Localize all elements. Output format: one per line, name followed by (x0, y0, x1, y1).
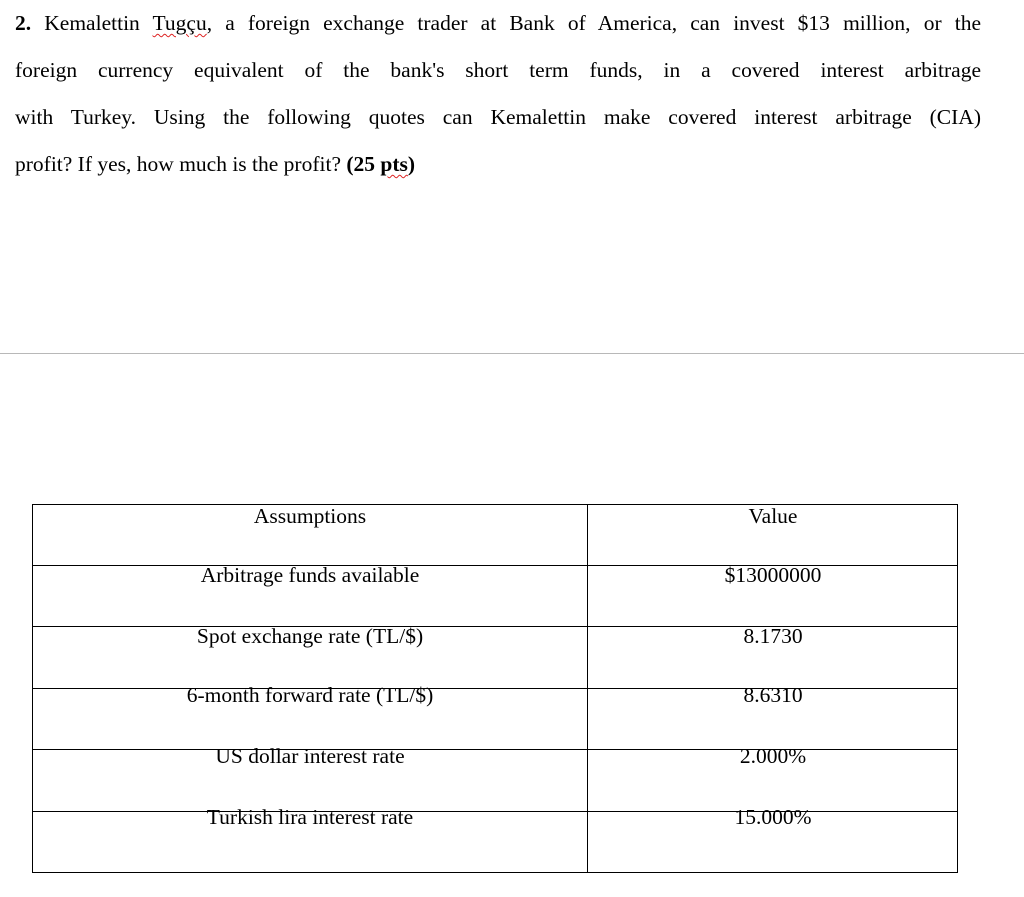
row-value-arbitrage-funds: $13000000 (724, 563, 822, 587)
header-value: Value (748, 504, 798, 528)
question-line-3: with Turkey. Using the following quotes can Kemalettin make covered interest arbitrage (CIA) (15, 105, 981, 129)
row-label-spot-rate: Spot exchange rate (TL/$) (196, 624, 424, 648)
points-open: (25 (346, 152, 376, 176)
points-label (346, 152, 415, 176)
row-value-spot-rate: 8.1730 (743, 624, 803, 648)
question-prompt: profit? If yes, how much is the profit? (15, 152, 341, 176)
row-label-us-interest: US dollar interest rate (215, 744, 405, 768)
row-value-forward-rate: 8.6310 (743, 683, 803, 707)
header-assumptions: Assumptions (253, 504, 367, 528)
spellcheck-flagged-pts[interactable]: pts (380, 152, 408, 176)
row-label-arbitrage-funds: Arbitrage funds available (200, 563, 420, 587)
spellcheck-flagged-name[interactable]: Tugçu (152, 11, 207, 35)
row-value-tl-interest: 15.000% (734, 805, 812, 829)
points-close: ) (407, 152, 416, 176)
row-label-forward-rate: 6-month forward rate (TL/$) (186, 683, 434, 707)
question-line-1 (15, 0, 981, 47)
question-line-2: foreign currency equivalent of the bank's short term funds, in a covered interest arbitrage (15, 58, 981, 82)
row-label-tl-interest: Turkish lira interest rate (206, 805, 414, 829)
question-text-start: Kemalettin (44, 11, 140, 35)
question-text (15, 0, 981, 188)
row-value-us-interest: 2.000% (739, 744, 807, 768)
question-line-4 (15, 141, 981, 188)
page-separator (0, 353, 1024, 354)
question-text-rest: , a foreign exchange trader at Bank of America, can invest $13 million, or the (206, 11, 981, 35)
question-number: 2. (15, 11, 32, 35)
assumptions-table (32, 504, 958, 873)
